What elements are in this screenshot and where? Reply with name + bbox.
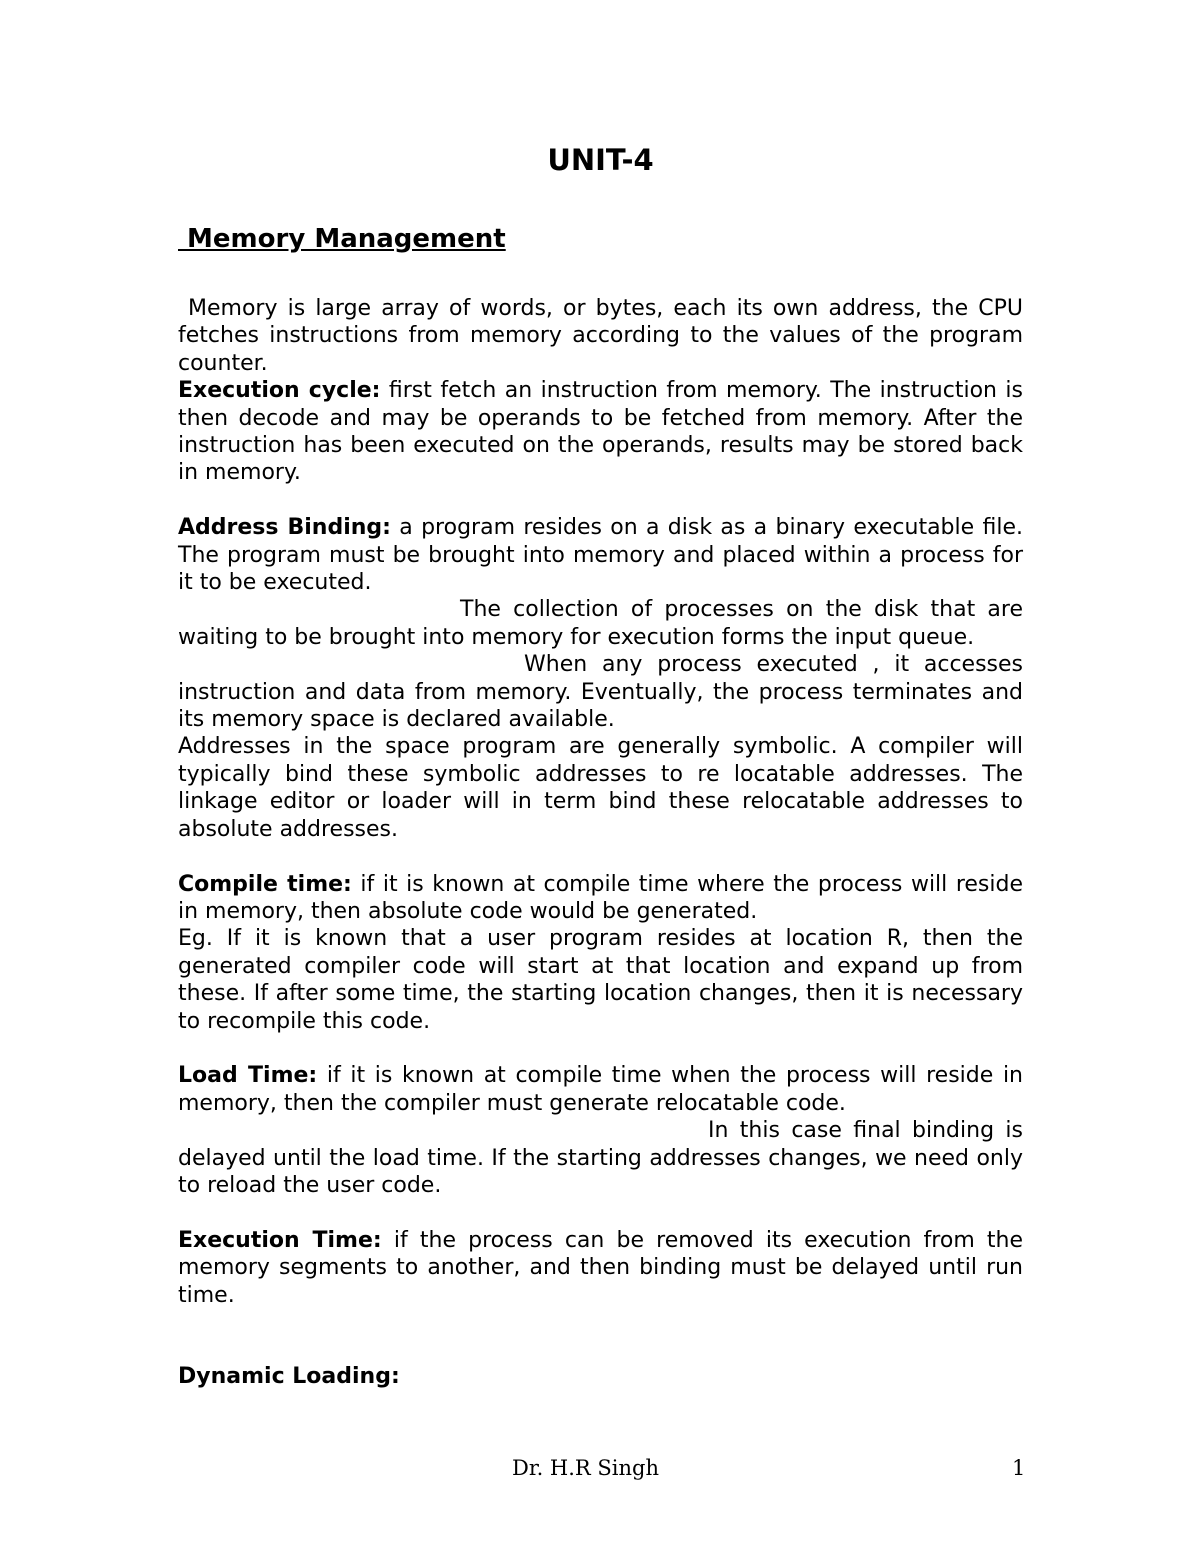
execution-time-text: if the process can be removed its execution from the memory segments to another, and then binding must be delayed until run time. (178, 1227, 1024, 1308)
section-heading: Memory Management (178, 224, 506, 254)
execution-time-paragraph (178, 1227, 1023, 1309)
execution-time-label: Execution Time: (178, 1227, 382, 1253)
page-title: UNIT-4 (547, 143, 654, 177)
page-number: 1 (1012, 1456, 1026, 1480)
load-time-text: if it is known at compile time when the process will reside in memory, then the compiler must generate relocatable code. (178, 1063, 1023, 1116)
address-binding-text: a program resides on a disk as a binary executable file. The program must be brought into memory and placed within a process for it to be executed. (178, 515, 1023, 596)
footer-author: Dr. H.R Singh (512, 1456, 659, 1480)
load-time-detail-paragraph: In this case final binding is delayed until the load time. If the starting addresses changes, we need only to reload the user code. (178, 1118, 1023, 1198)
execution-cycle-label: Execution cycle: (178, 378, 381, 404)
address-binding-paragraph (178, 514, 1023, 596)
input-queue-paragraph: The collection of processes on the disk that are waiting to be brought into memory for execution forms the input queue. (178, 597, 1023, 650)
dynamic-loading-heading: Dynamic Loading: (178, 1364, 400, 1390)
execution-cycle-paragraph (178, 377, 1023, 487)
execution-cycle-text: first fetch an instruction from memory. The instruction is then decode and may be operands to be fetched from memory. After the instruction has been executed on the operands, results may be stored back in memory. (178, 378, 1023, 486)
process-access-paragraph: When any process executed , it accesses instruction and data from memory. Eventually, the process terminates and its memory space is declared available. (178, 652, 1023, 733)
load-time-paragraph (178, 1062, 1023, 1117)
symbolic-addresses-paragraph: Addresses in the space program are generally symbolic. A compiler will typically bind these symbolic addresses to re locatable addresses. The linkage editor or loader will in term bind these relocatable addresses to absolute addresses. (178, 734, 1023, 842)
compile-time-text: if it is known at compile time where the process will reside in memory, then absolute code would be generated. (178, 871, 1024, 924)
compile-example-paragraph: Eg. If it is known that a user program resides at location R, then the generated compiler code will start at that location and expand up from these. If after some time, the starting location changes, then it is necessary to recompile this code. (178, 926, 1023, 1034)
intro-paragraph: Memory is large array of words, or bytes, each its own address, the CPU fetches instructions from memory according to the values of the program counter. (178, 296, 1023, 376)
compile-time-paragraph (178, 871, 1023, 926)
page-content (178, 138, 1023, 1391)
load-time-label: Load Time: (178, 1063, 318, 1089)
address-binding-label: Address Binding: (178, 515, 391, 541)
compile-time-label: Compile time: (178, 871, 352, 897)
